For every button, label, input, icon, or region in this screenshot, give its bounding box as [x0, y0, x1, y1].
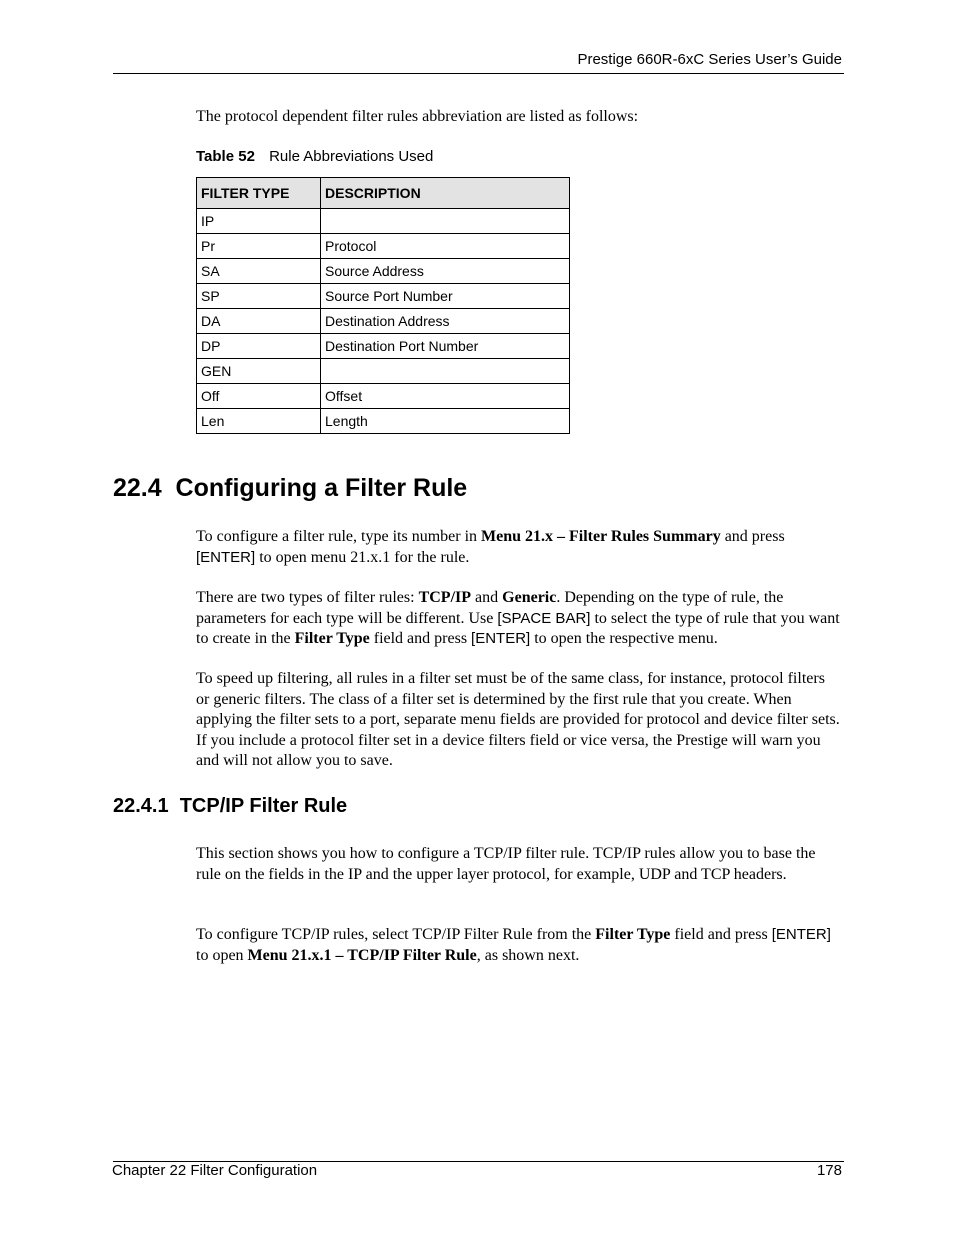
table-row — [197, 234, 570, 259]
text-run: to open — [196, 946, 248, 964]
cell-description: Destination Port Number — [321, 334, 570, 359]
cell-filter-type: Off — [197, 384, 321, 409]
text-run: and — [471, 589, 503, 606]
table-caption — [196, 148, 433, 165]
cell-description: Length — [321, 409, 570, 434]
key-label: [ENTER] — [471, 630, 531, 647]
text-run: to open the respective menu. — [530, 630, 718, 647]
cell-description: Destination Address — [321, 309, 570, 334]
cell-filter-type: SP — [197, 284, 321, 309]
rule-abbreviations-table — [196, 177, 570, 434]
cell-filter-type: DP — [197, 334, 321, 359]
rule-type-generic: Generic — [502, 589, 557, 606]
table-header-filter-type: FILTER TYPE — [197, 178, 321, 209]
menu-name: Menu 21.x.1 – TCP/IP Filter Rule — [247, 946, 477, 964]
text-run: to open menu 21.x.1 for the rule. — [255, 548, 470, 566]
text-run: to select the type of rule that you want to create in the — [196, 609, 840, 647]
text-run: There are two types of filter rules: — [196, 589, 419, 606]
cell-filter-type: DA — [197, 309, 321, 334]
text-run: . Depending on the type of rule, the parameters for each type will be different. Use — [196, 589, 784, 627]
table-header-description: DESCRIPTION — [321, 178, 570, 209]
cell-filter-type: SA — [197, 259, 321, 284]
table-row — [197, 284, 570, 309]
table-caption-number: Table 52 — [196, 148, 255, 165]
table-row — [197, 209, 570, 234]
field-name: Filter Type — [294, 630, 370, 647]
table-header-row — [197, 178, 570, 209]
cell-description: Source Address — [321, 259, 570, 284]
cell-filter-type: GEN — [197, 359, 321, 384]
table-caption-text: Rule Abbreviations Used — [269, 148, 434, 165]
table-row — [197, 309, 570, 334]
footer-chapter: Chapter 22 Filter Configuration — [112, 1162, 318, 1179]
text-run: and press — [720, 528, 785, 545]
header-rule — [113, 73, 844, 74]
page-number: 178 — [816, 1162, 842, 1179]
subsection-heading: 22.4.1 TCP/IP Filter Rule — [113, 795, 348, 817]
key-label: [SPACE BAR] — [497, 609, 591, 627]
cell-description: Protocol — [321, 234, 570, 259]
table-row — [197, 409, 570, 434]
section-paragraph-3: To speed up filtering, all rules in a filter set must be of the same class, for instance, protocol filters or generic filters. The class of a filter set is determined by the first rule that you create. When applying the filter sets to a port, separate menu fields are provided for protocol and device filter sets. If you include a protocol filter set in a device filters field or vice versa, the Prestige will warn you and will not allow you to save. — [196, 670, 840, 769]
cell-description: Offset — [321, 384, 570, 409]
running-header: Prestige 660R-6xC Series User’s Guide — [577, 51, 842, 68]
key-label: [ENTER] — [771, 926, 831, 943]
subsection-paragraph-1: This section shows you how to configure a TCP/IP filter rule. TCP/IP rules allow you to base the rule on the fields in the IP and the upper layer protocol, for example, UDP and TCP headers. — [196, 845, 816, 883]
section-heading: 22.4 Configuring a Filter Rule — [113, 474, 468, 502]
table-row — [197, 334, 570, 359]
text-run: To configure TCP/IP rules, select TCP/IP Filter Rule from the — [196, 926, 596, 943]
field-name: Filter Type — [595, 926, 671, 943]
cell-filter-type: Len — [197, 409, 321, 434]
cell-filter-type: IP — [197, 209, 321, 234]
table-row — [197, 359, 570, 384]
rule-type-tcpip: TCP/IP — [418, 589, 472, 606]
key-label: [ENTER] — [196, 548, 256, 566]
cell-filter-type: Pr — [197, 234, 321, 259]
intro-text: The protocol dependent filter rules abbreviation are listed as follows: — [196, 108, 639, 125]
table-row — [197, 384, 570, 409]
text-run: , as shown next. — [476, 946, 580, 964]
text-run: To configure a filter rule, type its number in — [196, 528, 482, 545]
cell-description — [321, 359, 570, 384]
table-row — [197, 259, 570, 284]
section-paragraph-2 — [196, 588, 841, 650]
subsection-paragraph-2 — [196, 925, 841, 966]
cell-description — [321, 209, 570, 234]
text-run: field and press — [670, 926, 772, 943]
cell-description: Source Port Number — [321, 284, 570, 309]
menu-name: Menu 21.x – Filter Rules Summary — [481, 528, 721, 545]
text-run: field and press — [369, 630, 472, 647]
section-paragraph-1 — [196, 527, 841, 568]
